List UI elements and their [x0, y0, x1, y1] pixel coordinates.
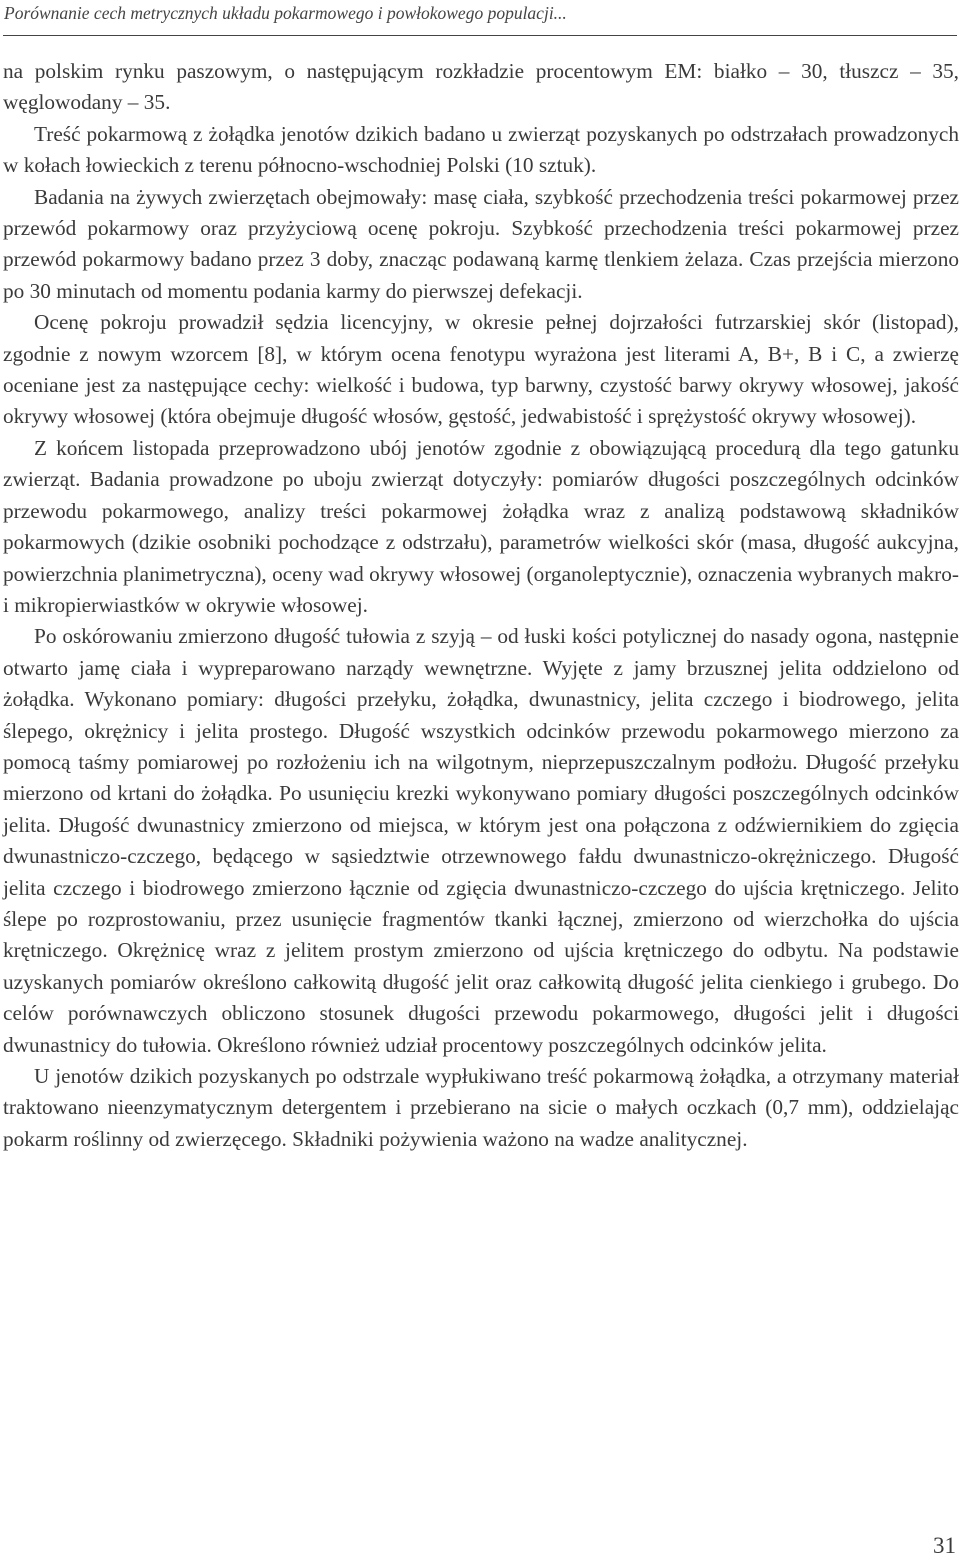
paragraph: Z końcem listopada przeprowadzono ubój jenotów zgodnie z obowiązującą procedurą dla tego gatunku zwierząt. Badania prowadzone po uboju zwierząt dotyczyły: pomiarów długości poszczególnych odcinków przewodu pokarmowego, analizy treści pokarmowej żołądka wraz z analizą podstawową składników pokarmowych (dzikie osobniki pochodzące z odstrzału), parametrów wielkości skór (masa, długość aukcyjna, powierzchnia planimetryczna), oceny wad okrywy włosowej (organoleptycznie), oznaczenia wybranych makro- i mikropierwiastków w okrywie włosowej. — [3, 435, 959, 617]
running-head: Porównanie cech metrycznych układu pokarmowego i powłokowego populacji... — [4, 3, 567, 23]
page-number: 31 — [933, 1533, 956, 1558]
header-rule — [3, 35, 957, 36]
paragraph-continuation: na polskim rynku paszowym, o następującym rozkładzie procentowym EM: białko – 30, tłuszcz – 35, węglowodany – 35. — [3, 59, 959, 115]
paragraph: Badania na żywych zwierzętach obejmowały: masę ciała, szybkość przechodzenia treści pokarmowej przez przewód pokarmowy oraz przyżyciową ocenę pokroju. Szybkość przechodzenia treści pokarmowej przez przewód pokarmowy badano przez 3 doby, znacząc podawaną karmę tlenkiem żelaza. Czas przejścia mierzono po 30 minutach od momentu podania karmy do pierwszej defekacji. — [3, 184, 959, 303]
paragraph: U jenotów dzikich pozyskanych po odstrzale wypłukiwano treść pokarmową żołądka, a otrzymany materiał traktowano nieenzymatycznym detergentem i przebierano na sicie o małych oczkach (0,7 mm), oddzielając pokarm roślinny od zwierzęcego. Składniki pożywienia ważono na wadze analitycznej. — [3, 1064, 959, 1151]
body-text — [3, 56, 959, 1155]
paragraph: Po oskórowaniu zmierzono długość tułowia z szyją – od łuski kości potylicznej do nasady ogona, następnie otwarto jamę ciała i wypreparowano narządy wewnętrzne. Wyjęte z jamy brzusznej jelita oddzielono od żołądka. Wykonano pomiary: długości przełyku, żołądka, dwunastnicy, jelita czczego i biodrowego, jelita ślepego, okrężnicy i jelita prostego. Długość wszystkich odcinków przewodu pokarmowego mierzono za pomocą taśmy pomiarowej po rozłożeniu ich na wilgotnym, nieprzepuszczalnym podłożu. Długość przełyku mierzono od krtani do żołądka. Po usunięciu krezki wykonywano pomiary długości poszczególnych odcinków jelita. Długość dwunastnicy zmierzono od miejsca, w którym jest ona połączona z odźwiernikiem do zgięcia dwunastniczo-czczego, będącego w sąsiedztwie otrzewnowego fałdu dwunastniczo-okrężniczego. Długość jelita czczego i biodrowego zmierzono łącznie od zgięcia dwunastniczo-czczego do ujścia krętniczego. Jelito ślepe po rozprostowaniu, przez usunięcie fragmentów tkanki łącznej, zmierzono od wierzchołka do ujścia krętniczego. Okrężnicę wraz z jelitem prostym zmierzono od ujścia krętniczego do odbytu. Na podstawie uzyskanych pomiarów określono całkowitą długość jelit oraz całkowitą długość jelita cienkiego i grubego. Do celów porównawczych obliczono stosunek długości przewodu pokarmowego, długości jelit i długości dwunastnicy do tułowia. Określono również udział procentowy poszczególnych odcinków jelita. — [3, 624, 959, 1057]
paragraph: Ocenę pokroju prowadził sędzia licencyjny, w okresie pełnej dojrzałości futrzarskiej skór (listopad), zgodnie z nowym wzorcem [8], w którym ocena fenotypu wyrażona jest literami A, B+, B i C, a zwierzę oceniane jest za następujące cechy: wielkość i budowa, typ barwny, czystość barwy okrywy włosowej, jakość okrywy włosowej (która obejmuje długość włosów, gęstość, jedwabistość i sprężystość okrywy włosowej). — [3, 310, 959, 429]
paragraph: Treść pokarmową z żołądka jenotów dzikich badano u zwierząt pozyskanych po odstrzałach prowadzonych w kołach łowieckich z terenu północno-wschodniej Polski (10 sztuk). — [3, 121, 959, 178]
